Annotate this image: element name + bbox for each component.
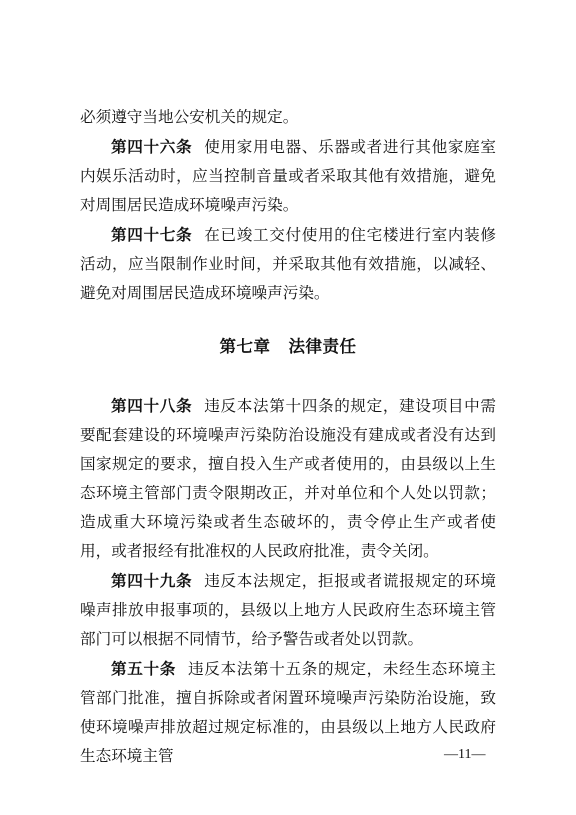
chapter-heading bbox=[80, 332, 496, 361]
article-number: 第四十七条 bbox=[111, 225, 193, 244]
article-number: 第五十条 bbox=[111, 659, 176, 678]
article-text: 在已竣工交付使用的住宅楼进行室内装修活动，应当限制作业时间，并采取其他有效措施，以减轻、避免对周围居民造成环境噪声污染。 bbox=[80, 226, 496, 302]
chapter-title: 法律责任 bbox=[288, 337, 357, 356]
document-body bbox=[80, 103, 496, 771]
article-50 bbox=[80, 654, 496, 771]
article-46 bbox=[80, 132, 496, 220]
article-text: 违反本法第十四条的规定，建设项目中需要配套建设的环境噪声污染防治设施没有建成或者没有达到国家规定的要求，擅自投入生产或者使用的，由县级以上生态环境主管部门责令限期改正，并对单位和个人处以罚款；造成重大环境污染或者生态破坏的，责令停止生产或者使用，或者报经有批准权的人民政府批准，责令关闭。 bbox=[80, 397, 496, 560]
article-number: 第四十九条 bbox=[111, 571, 193, 590]
article-text: 违反本法第十五条的规定，未经生态环境主管部门批准，擅自拆除或者闲置环境噪声污染防治设施，致使环境噪声排放超过规定标准的，由县级以上地方人民政府生态环境主管 bbox=[80, 660, 496, 765]
chapter-number: 第七章 bbox=[219, 337, 271, 356]
page-number: —11— bbox=[444, 747, 486, 762]
article-number: 第四十六条 bbox=[111, 137, 193, 156]
article-48 bbox=[80, 391, 496, 566]
article-47 bbox=[80, 220, 496, 308]
article-text: 违反本法规定，拒报或者谎报规定的环境噪声排放申报事项的，县级以上地方人民政府生态环境主管部门可以根据不同情节，给予警告或者处以罚款。 bbox=[80, 572, 496, 648]
continuation-paragraph: 必须遵守当地公安机关的规定。 bbox=[80, 108, 299, 126]
article-text: 使用家用电器、乐器或者进行其他家庭室内娱乐活动时，应当控制音量或者采取其他有效措施，避免对周围居民造成环境噪声污染。 bbox=[80, 138, 496, 214]
article-49 bbox=[80, 566, 496, 654]
article-number: 第四十八条 bbox=[111, 396, 193, 415]
